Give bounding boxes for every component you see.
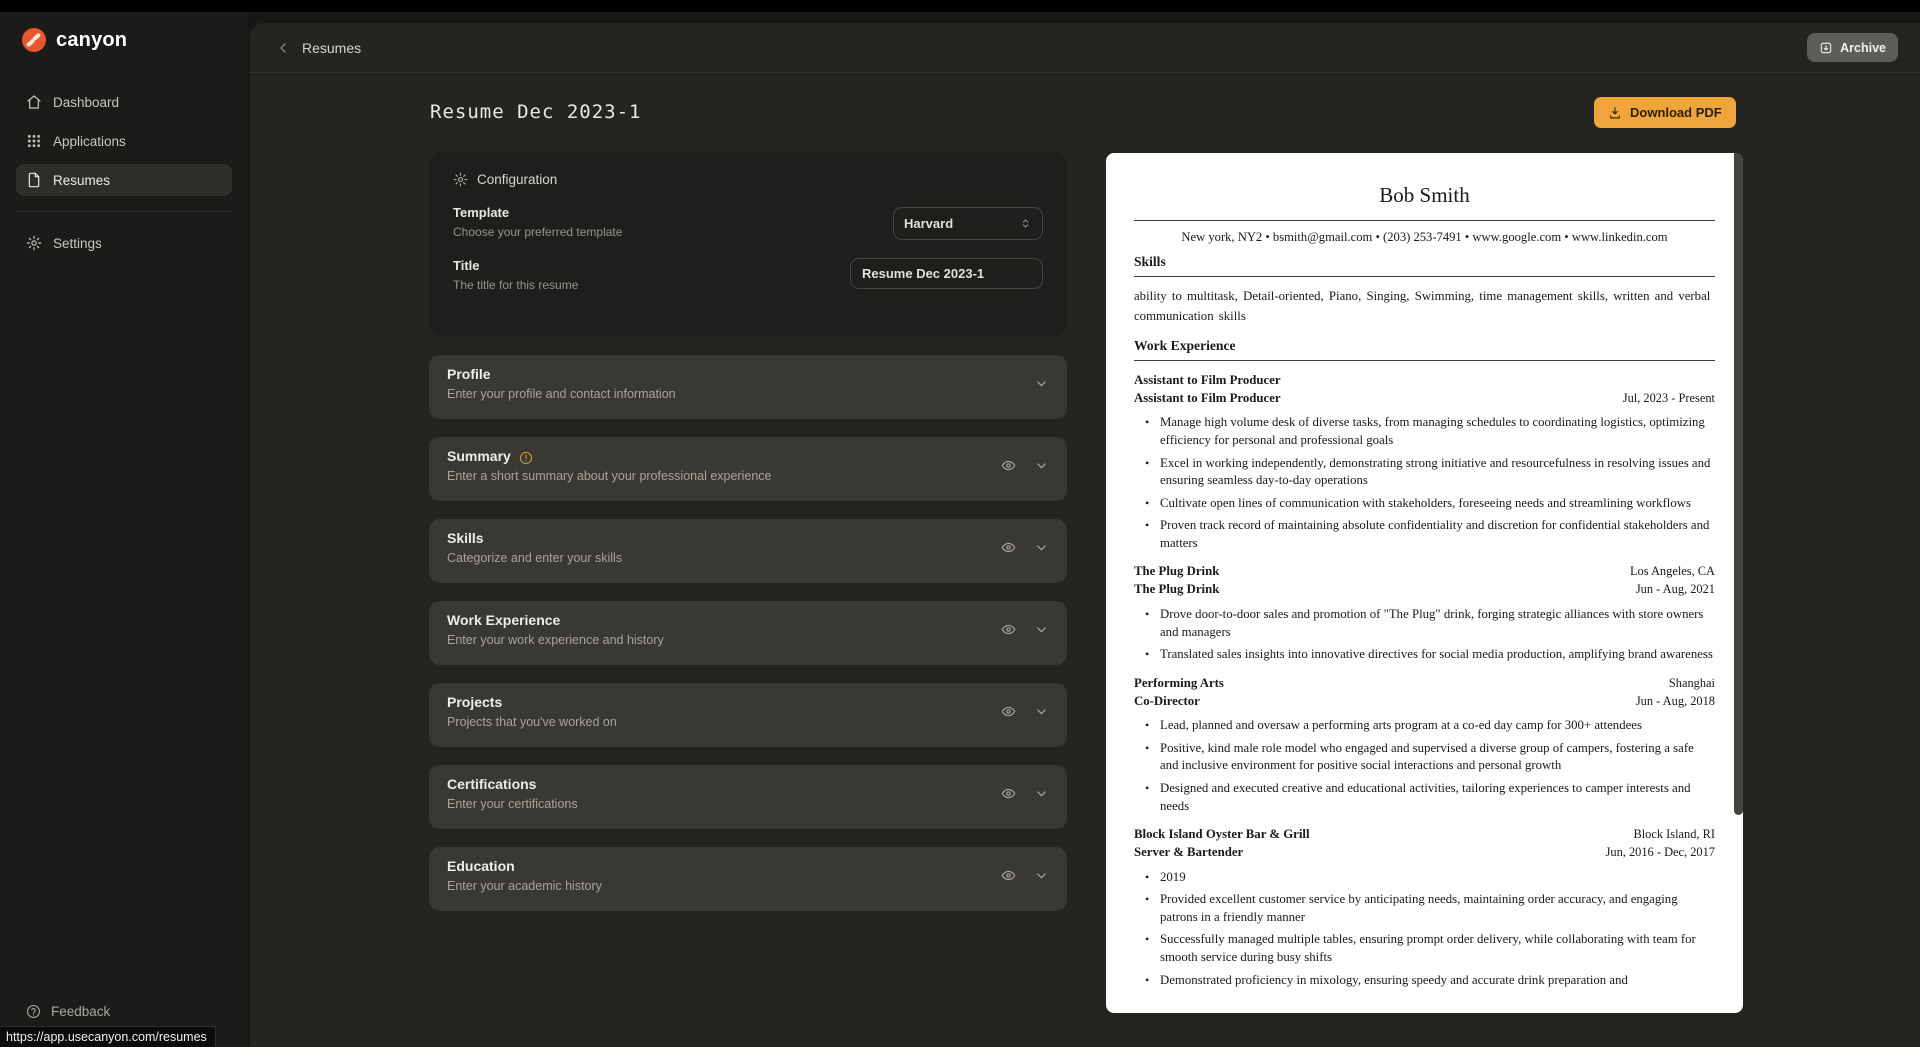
configuration-header: [453, 172, 1043, 187]
job-company: The Plug Drink: [1134, 564, 1220, 579]
job-bullet: • Demonstrated proficiency in mixology, ensuring speedy and accurate drink preparation and: [1134, 972, 1715, 990]
section-title: Work Experience: [447, 612, 561, 628]
page-title: Resume Dec 2023-1: [430, 101, 642, 123]
section-desc: Enter your profile and contact information: [447, 387, 676, 401]
resume-skills-text: ability to multitask, Detail-oriented, Piano, Singing, Swimming, time management skills, written and verbal communication skills: [1134, 289, 1711, 323]
job-bullets: [1134, 414, 1715, 552]
eye-icon[interactable]: [1001, 786, 1016, 801]
help-circle-icon: [26, 1004, 41, 1019]
chevron-left-icon: [275, 40, 291, 56]
eye-icon[interactable]: [1001, 458, 1016, 473]
logo[interactable]: [0, 12, 248, 52]
job-location: Los Angeles, CA: [1629, 564, 1715, 579]
download-label: Download PDF: [1630, 105, 1722, 120]
app-root: [0, 12, 1920, 1047]
section-summary[interactable]: [429, 437, 1067, 501]
resume-job: [1134, 826, 1715, 989]
job-bullet: • Positive, kind male role model who engaged and supervised a diverse group of campers, fostering a safe and inclusive environment for positive social interactions and personal growth: [1134, 740, 1715, 775]
section-projects[interactable]: [429, 683, 1067, 747]
breadcrumb[interactable]: Resumes: [302, 39, 362, 56]
eye-icon[interactable]: [1001, 704, 1016, 719]
main-column: [248, 12, 1920, 1047]
resume-job: [1134, 372, 1715, 553]
chevron-down-icon[interactable]: [1034, 704, 1049, 719]
job-bullet: • Translated sales insights into innovative directives for social media production, amplifying brand awareness: [1134, 646, 1715, 664]
chevron-up-down-icon: [1019, 217, 1032, 230]
home-icon: [26, 94, 42, 110]
job-role: Co-Director: [1134, 693, 1200, 708]
job-role: The Plug Drink: [1134, 582, 1220, 597]
job-bullet: • Successfully managed multiple tables, ensuring prompt order delivery, while collaborating with team for smooth service during busy shifts: [1134, 931, 1715, 966]
resume-skills-heading: Skills: [1134, 247, 1715, 277]
configuration-card: [429, 152, 1067, 336]
section-work-experience[interactable]: [429, 601, 1067, 665]
template-labels: [453, 205, 622, 239]
section-desc: Enter your work experience and history: [447, 633, 664, 647]
section-desc: Enter your certifications: [447, 797, 578, 811]
job-bullets: [1134, 606, 1715, 664]
eye-icon[interactable]: [1001, 622, 1016, 637]
section-desc: Enter your academic history: [447, 879, 602, 893]
resume-contact-line: New york, NY2 • bsmith@gmail.com • (203) 253-7491 • www.google.com • www.linkedin.com: [1181, 230, 1668, 244]
resume-preview: [1106, 153, 1743, 1013]
section-title: Education: [447, 858, 515, 874]
section-desc: Categorize and enter your skills: [447, 551, 623, 565]
section-desc: Projects that you've worked on: [447, 715, 617, 729]
job-role: Assistant to Film Producer: [1134, 390, 1281, 405]
template-row: [453, 205, 1043, 240]
job-dates: Jun - Aug, 2018: [1635, 693, 1715, 708]
download-icon: [1608, 106, 1622, 120]
archive-icon: [1819, 41, 1833, 55]
sidebar: [0, 12, 248, 1047]
grid-dots-icon: [26, 133, 42, 149]
template-select[interactable]: [893, 207, 1043, 240]
sidebar-item-settings[interactable]: [16, 227, 232, 259]
sidebar-nav: [16, 86, 232, 259]
resume-job: [1134, 675, 1715, 815]
section-desc: Enter a short summary about your professional experience: [447, 469, 772, 483]
template-label: Template: [453, 205, 510, 220]
job-bullet: • 2019: [1134, 869, 1715, 887]
section-title: Profile: [447, 366, 491, 382]
job-company: Performing Arts: [1134, 675, 1224, 690]
chevron-down-icon[interactable]: [1034, 540, 1049, 555]
section-certifications[interactable]: [429, 765, 1067, 829]
job-bullet: • Lead, planned and oversaw a performing arts program at a co-ed day camp for 300+ attendees: [1134, 717, 1715, 735]
divider: [1134, 220, 1715, 221]
back-button[interactable]: [272, 37, 294, 59]
chevron-down-icon[interactable]: [1034, 868, 1049, 883]
job-dates: Jul, 2023 - Present: [1622, 390, 1715, 405]
archive-button[interactable]: [1807, 33, 1898, 62]
sidebar-item-label: Dashboard: [53, 94, 120, 110]
chevron-down-icon[interactable]: [1034, 622, 1049, 637]
section-title: Projects: [447, 694, 503, 710]
configuration-title: Configuration: [477, 172, 558, 187]
eye-icon[interactable]: [1001, 868, 1016, 883]
job-company: Assistant to Film Producer: [1134, 372, 1281, 387]
window-top-strip: [0, 0, 1920, 12]
job-bullet: • Drove door-to-door sales and promotion of "The Plug" drink, forging strategic alliances with store owners and managers: [1134, 606, 1715, 641]
job-company: Block Island Oyster Bar & Grill: [1134, 827, 1310, 842]
title-labels: [453, 258, 578, 292]
section-skills[interactable]: [429, 519, 1067, 583]
gear-icon: [26, 235, 42, 251]
download-pdf-button[interactable]: [1594, 97, 1736, 128]
job-bullets: [1134, 717, 1715, 815]
sidebar-item-label: Applications: [53, 133, 126, 149]
feedback-label: Feedback: [51, 1004, 111, 1019]
logo-text: canyon: [56, 28, 128, 51]
document-icon: [26, 172, 42, 188]
job-bullet: • Cultivate open lines of communication with stakeholders, foreseeing needs and streamlining workflows: [1134, 495, 1715, 513]
job-bullet: • Manage high volume desk of diverse tasks, from managing schedules to coordinating logistics, optimizing efficiency for personal and professional goals: [1134, 414, 1715, 449]
sidebar-item-dashboard[interactable]: [16, 86, 232, 118]
canyon-logo-icon: [22, 28, 46, 52]
chevron-down-icon[interactable]: [1034, 786, 1049, 801]
resume-title-input[interactable]: [850, 258, 1043, 289]
main-card: [250, 23, 1920, 1047]
feedback-button[interactable]: [26, 1004, 232, 1019]
main-header: [250, 23, 1920, 73]
section-title: Skills: [447, 530, 484, 546]
job-dates: Jun - Aug, 2021: [1635, 582, 1715, 597]
chevron-down-icon[interactable]: [1034, 458, 1049, 473]
template-desc: Choose your preferred template: [453, 225, 623, 239]
section-education[interactable]: [429, 847, 1067, 911]
job-bullet: • Proven track record of maintaining absolute confidentiality and discretion for confidential stakeholders and matters: [1134, 517, 1715, 552]
chevron-down-icon[interactable]: [1034, 376, 1049, 391]
title-label: Title: [453, 258, 480, 273]
title-desc: The title for this resume: [453, 278, 579, 292]
job-location: Shanghai: [1668, 675, 1715, 690]
resume-name: Bob Smith: [1379, 183, 1470, 207]
resume-work-heading: Work Experience: [1134, 331, 1715, 361]
eye-icon[interactable]: [1001, 540, 1016, 555]
resume-job: [1134, 563, 1715, 663]
title-row: [453, 258, 1043, 292]
section-title: Certifications: [447, 776, 537, 792]
job-location: Block Island, RI: [1633, 827, 1715, 842]
job-bullet: • Designed and executed creative and educational activities, tailoring experiences to camper interests and needs: [1134, 780, 1715, 815]
sidebar-item-label: Resumes: [53, 172, 111, 188]
job-bullet: • Excel in working independently, demonstrating strong initiative and resourcefulness in resolving issues and ensuring seamless day-to-day operations: [1134, 455, 1715, 490]
section-title: Summary: [447, 448, 511, 464]
sidebar-item-resumes[interactable]: [16, 164, 232, 196]
gear-icon: [453, 172, 468, 187]
preview-scrollbar[interactable]: [1734, 153, 1743, 815]
sidebar-divider: [18, 211, 230, 212]
sidebar-item-applications[interactable]: [16, 125, 232, 157]
job-bullets: [1134, 869, 1715, 989]
job-dates: Jun, 2016 - Dec, 2017: [1605, 844, 1715, 859]
job-bullet: • Provided excellent customer service by anticipating needs, maintaining order accuracy, and engaging patrons in a friendly manner: [1134, 891, 1715, 926]
archive-label: Archive: [1840, 40, 1886, 55]
template-select-value: Harvard: [904, 216, 954, 231]
status-bar-url: https://app.usecanyon.com/resumes: [0, 1026, 216, 1047]
section-profile[interactable]: [429, 355, 1067, 419]
sidebar-item-label: Settings: [53, 235, 102, 251]
job-role: Server & Bartender: [1134, 844, 1244, 859]
warning-circle-icon: [519, 451, 533, 465]
